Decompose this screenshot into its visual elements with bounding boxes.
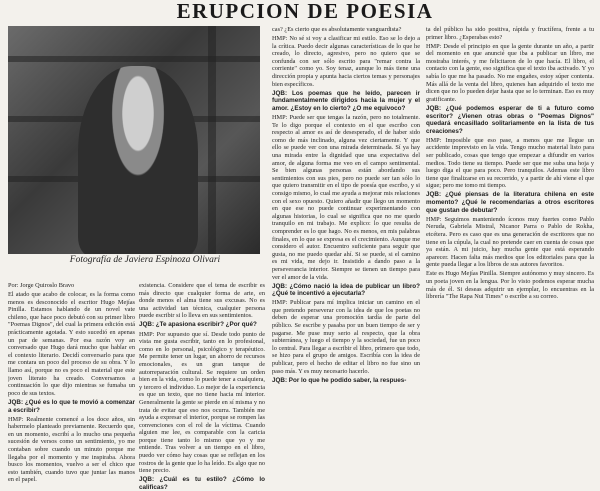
- interview-question: JQB: ¿Qué podemos esperar de ti a futuro como escritor? ¿Vienen otras obras o "Poemas Dignos" quedará encasillado solitariamente en la lista de tus creaciones?: [426, 104, 594, 135]
- interview-question: JQB: ¿Te apasiona escribir? ¿Por qué?: [139, 321, 257, 329]
- article-paragraph: HMP: Desde el principio en que la gente durante un año, a partir del momento en que anuncié que iba a publicar un libro, me mostraba interés, y me felicitaron de lo que hacía. El libro, el contacto con la gente, eso significa que el texto iba activado. Y yo sabía lo que me ha pasado. No me engañes, estoy súper contenta. Más allá de la venta del libro, quienes han adquirido el texto me dicen que no lo pueden dejar hasta que se lo terminan. Eso es muy gratificante.: [426, 42, 594, 103]
- article-paragraph: HMP: Por supuesto que sí. Desde todo punto de vista me gusta escribir, tanto en lo profesional, como en lo personal, psicológico y terapéutico. Me permite tener un lugar, un ahorro de recursos emocionales, es un gran tanque de autorreparación cultural. Se requiere un orden bien en la vida, como lo puede tener a cualquiera, y tercero el individuo. Lo mejor de la experiencia es que un texto, que no tiene hacia mí interior. Generalmente la gente se pierde en sí misma y no trata de evitar que eso nos ocurra. También me ayuda a expresar el interior, porque se rompen las convenciones con el rol de la víctima. Cuando alguien me lee, es comparable con la caricia porque tiene tanto lo mismo que yo y me entiende. Tras volver a un tiempo en el libro, puedo ver cómo hay cosas que se reflejan en los rostros de la gente que lo ha leído. Es algo que no tiene precio.: [139, 330, 265, 475]
- article-paragraph: HMP: No sé si voy a clasificar mi estilo. Eso se lo dejo a la crítica. Puedo decir algunas características de lo que he creado, lo directo, agresivo, pero no quiero que se confunda con ser sólo escrito para "remar contra la corriente" como yo. Soy tenaz, aunque lo más tiene una dirección propia y apunta hacia ciertos temas y personajes bien específicos.: [272, 35, 420, 88]
- article-paragraph: HMP: Seguimos manteniendo íconos muy fuertes como Pablo Neruda, Gabriela Mistral, Nicanor Parra o Pablo de Rokha, etcétera. Pero es caso que es una generación de escritores que no tiene en la cúpula, la cual no pretende caer en cuenta de cosas que ya están. A mi juicio, hay mucha gente que está esperando aparecer. Hacen falta más medios que los editoriales para que la gente pueda llegar a los libros de sus autores favoritos.: [426, 215, 594, 269]
- article-paragraph: HMP: Puede ser que tengas la razón, pero no totalmente. Te lo digo porque el contexto en el que escribo con respecto al amor es así de desesperado, el de haber sido como de más inclinado, alguna vez ciertamente. Y que ello se puede ver con una mirada determinada. Sí ya hay una mirada entre la dignidad que una expectativa del amor, de alguna forma me veo en el campo sentimental. Se bien algunas personas están abordando sus sentimientos con sus pies, pero no puede ser tan sólo lo que quiero transmitir en el tipo de poesía que escribo, y si consigo mismo, lo cual me ayuda a mejorar mis relaciones con el sexo opuesto. Quiero añadir que llego un momento en que ese no puede continuar experimentando con algunas historias, lo cual se significa que no me quedo tranquilo en mi trabajo. Me explico: lo que resulta de comprender es lo que hago. No es menos, en mis palabras finales, en lo que se expresa es el crecimiento. Aunque me considero el autor. Encuentro suficiente para seguir que gusta, no me puedo quedar ahí. Si se puede, si el camino es mi vida, me dejo ir. Insistido a dando paso a la perseverancia interior. Siempre se tienen un tiempo para ver el amor de la vida.: [272, 114, 420, 281]
- photo-caption: Fotografía de Javiera Espinoza Olivari: [69, 255, 221, 265]
- interview-question: JQB: ¿Qué es lo que te movió a comenzar a escribir?: [8, 398, 135, 414]
- article-paragraph: HMP: Publicar para mí implica iniciar un camino en el que pretendo perseverar con la idea de que los poetas no deben de esperar una promoción tardía de parte del público. Se escribe y pasaba por un buen tiempo de ser y pagarse. Me puse muy serio al respecto, que la obra subterránea, y luego el tiempo y la sociedad, fue un poco lo central. Para llegar a escribir el libro, primero que todo, se hizo para el grupo de amigos. Escribía con la idea de publicar, pero el hecho de editar el libro no fue sino un paso más. Y es muy necesario hacerlo.: [272, 299, 420, 375]
- article-paragraph: El atado que acabo de colocar, es la forma como menos es desconocido el escritor Hugo Mejías Pinilla. Estamos hablando de un novel vate chileno, que hace poco debutó con su primer libro "Poemas Dignos", del cual la primera edición está prácticamente agotada. Y esto sucedió en apenas un par de semanas. Por esa razón voy an conversado que Hugo dará mucho que hablar en el contexto literario. Decidí conversarlo para que me contara un poco del proceso de su obra. Y lo llamo así, porque no es poco el material que este joven literato ha creado. Conversamos a continuación lo que dijo mientras se fumaba un poco de sus textos.: [8, 291, 135, 397]
- article-paragraph: HMP: Imposible que eso pase, a menos que me llegue un accidente imprevisto en la vida. Tengo mucho material listo para ser publicado, cosas que tengo que empezar a difundir en varios medios. Todo tiene su tiempo. Puede ser que me suba una hoja y luego diga el que para poco. Pero tranquilos. Ademas este libro tiene que finalizarse en su recorrido, y a partir de ahí viene el que sigue; pero me tomo mi tiempo.: [426, 136, 594, 190]
- article-paragraph: existencia. Considere que el tema de escribir es más directo que cualquier forma de arte, en donde menos el alma tiene sus excusas. No es una actividad tan técnica, cualquier persona puede escribir si lo lleva en sus sentimientos.: [139, 282, 265, 320]
- article-paragraph: ta del público ha sido positiva, rápida y fructífera, frente a tu primer libro. ¿Esperabas esto?: [426, 26, 594, 41]
- interview-question: JQB: ¿Cómo nació la idea de publicar un libro? ¿Qué te incentivó a ejecutarla?: [272, 282, 420, 298]
- text-column-2: [139, 282, 265, 491]
- article-paragraph: cas? ¿Es cierto que es absolutamente vanguardista?: [272, 26, 402, 33]
- interview-question: JQB: Por lo que he podido saber, la respues-: [272, 376, 407, 384]
- interview-question: JQB: ¿Qué piensas de la literatura chilena en este momento? ¿Qué le recomendarías a otros escritores que gustan de debutar?: [426, 191, 594, 214]
- article-headline: ERUPCION DE POESIA: [176, 0, 434, 23]
- text-column-4: [426, 26, 594, 491]
- text-column-3: [272, 26, 420, 491]
- interview-question: JQB: Los poemas que he leído, parecen ir fundamentalmente dirigidos hacia la mujer y el amor. ¿Estoy en lo cierto? ¿O me equivoco?: [272, 89, 420, 112]
- article-paragraph: Por: Jorge Quiroslo Bravo: [8, 282, 75, 289]
- interview-question: JQB: ¿Cuál es tu estilo? ¿Cómo lo calificas?: [139, 476, 265, 491]
- article-paragraph: Este es Hugo Mejías Pinilla. Siempre autónomo y muy sincero. Es un poeta joven en la lengua. Por lo visto podemos esperar mucha más de él. Si deseas adquirir un ejemplar, lo encuentras en la librería "The Rapa Nui Times" o escribe a su correo.: [426, 270, 594, 301]
- portrait-figure: [78, 66, 198, 254]
- text-column-1: [8, 282, 135, 491]
- article-paragraph: HMP: Realmente comencé a los doce años, sin habermelo planteado previamente. Recuerdo que, en un momento, escribí a lo mucho una pequeña sucesión de versos como un sentimiento, yo me contaban sobre cuando un minuto porque me llegaba por el momento y me inspiraba. Ahora busco los momentos, vuelvo a ser el chico que esto también, cuando tuvo que juntar las manos en el papel.: [8, 415, 135, 484]
- article-photo: [8, 26, 260, 254]
